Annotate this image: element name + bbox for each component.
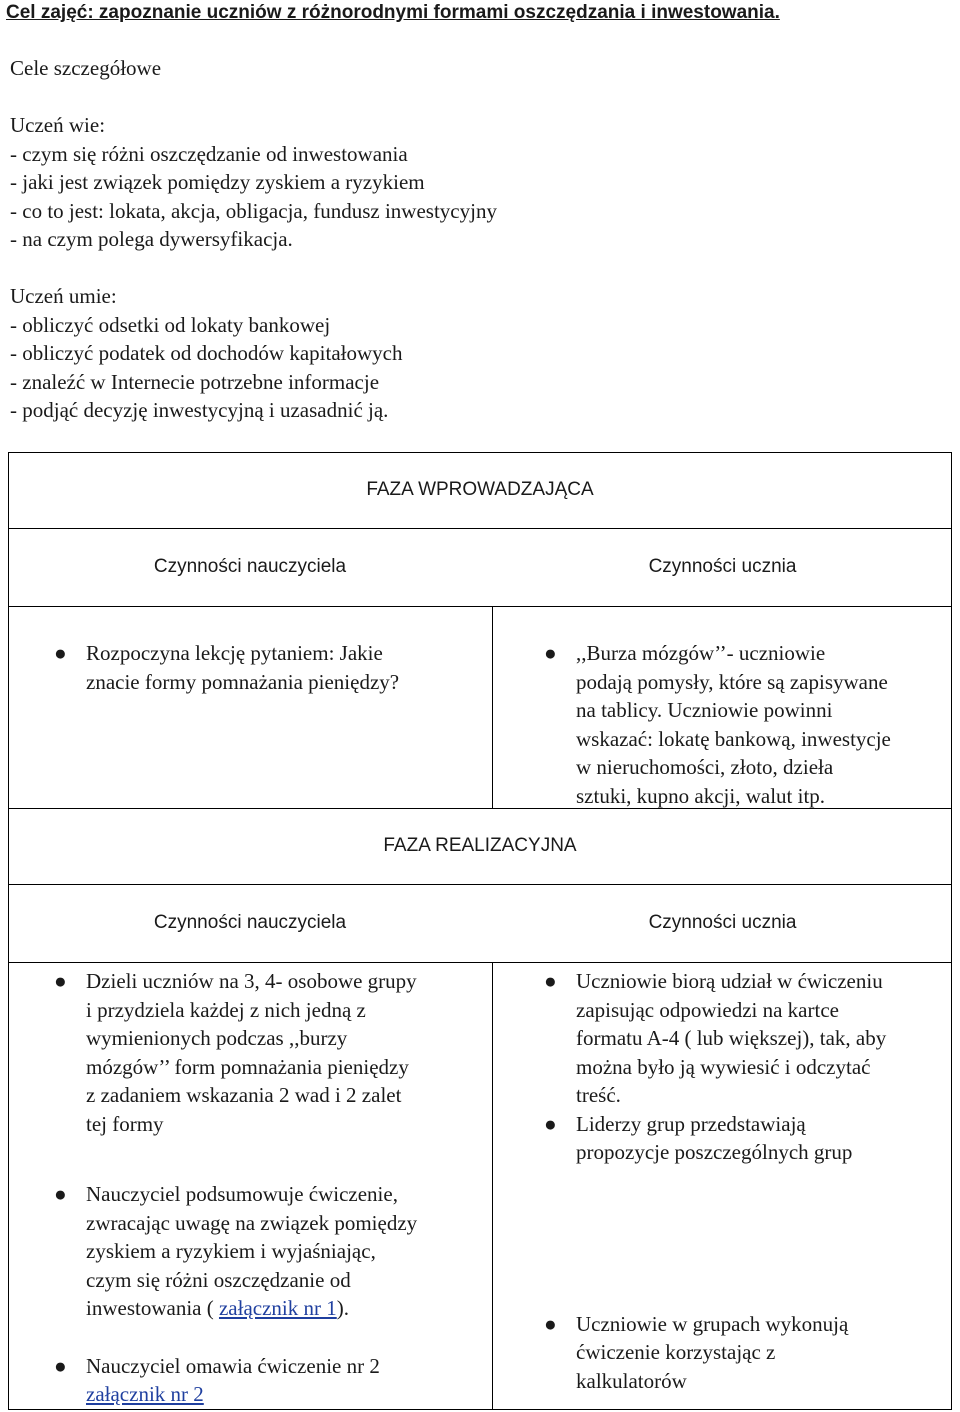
- item-line: zyskiem a ryzykiem i wyjaśniając,: [86, 1239, 376, 1263]
- phase2-teacher-cell: [44, 967, 489, 1409]
- can-item: - obliczyć podatek od dochodów kapitałowych: [10, 341, 403, 365]
- table-border: [492, 606, 493, 808]
- bullet-icon: ●: [544, 641, 557, 665]
- can-item: - podjąć decyzję inwestycyjną i uzasadnić ją.: [10, 398, 389, 422]
- item-line: ,,Burza mózgów’’- uczniowie: [576, 641, 826, 665]
- item-line: propozycje poszczególnych grup: [576, 1140, 853, 1164]
- list-item: [534, 967, 949, 1110]
- item-line: [86, 1294, 489, 1323]
- item-line: treść.: [576, 1083, 621, 1107]
- item-text: inwestowania (: [86, 1296, 219, 1320]
- table-border: [8, 528, 952, 529]
- lesson-goals: [10, 54, 950, 425]
- table-border: [8, 884, 952, 885]
- student-activities-header: Czynności ucznia: [648, 912, 797, 933]
- item-line: kalkulatorów: [576, 1368, 687, 1393]
- knows-item: - jaki jest związek pomiędzy zyskiem a ryzykiem: [10, 170, 425, 194]
- item-line: Rozpoczyna lekcję pytaniem: Jakie: [86, 641, 383, 665]
- item-text: ).: [336, 1296, 349, 1320]
- goals-heading: Cele szczegółowe: [10, 56, 162, 80]
- item-line: można było ją wywiesić i odczytać: [576, 1054, 871, 1079]
- can-item: - znaleźć w Internecie potrzebne informacje: [10, 369, 380, 394]
- knows-heading: Uczeń wie:: [10, 113, 106, 137]
- teacher-activities-header: Czynności nauczyciela: [153, 912, 347, 933]
- item-line: Liderzy grup przedstawiają: [576, 1111, 806, 1136]
- item-line: Dzieli uczniów na 3, 4- osobowe grupy: [86, 969, 417, 993]
- phase-realization-title: FAZA REALIZACYJNA: [383, 835, 577, 856]
- item-line: znacie formy pomnażania pieniędzy?: [86, 669, 400, 694]
- attachment-2-link[interactable]: załącznik nr 2: [86, 1382, 204, 1406]
- table-border: [8, 606, 952, 607]
- item-line: podają pomysły, które są zapisywane: [576, 669, 888, 694]
- list-item: [44, 1180, 489, 1323]
- item-line: sztuki, kupno akcji, walut itp.: [576, 783, 826, 808]
- can-item: - obliczyć odsetki od lokaty bankowej: [10, 312, 331, 337]
- bullet-icon: ●: [544, 1111, 557, 1136]
- item-line: na tablicy. Uczniowie powinni: [576, 698, 833, 722]
- table-border: [8, 452, 952, 453]
- table-border: [492, 962, 493, 1409]
- item-line: tej formy: [86, 1111, 164, 1136]
- list-item: [534, 1310, 949, 1396]
- list-item: [534, 1110, 949, 1167]
- bullet-icon: ●: [54, 969, 67, 993]
- item-line: Uczniowie w grupach wykonują: [576, 1311, 849, 1336]
- item-line: ćwiczenie korzystając z: [576, 1340, 776, 1364]
- knows-item: - co to jest: lokata, akcja, obligacja, fundusz inwestycyjny: [10, 198, 497, 223]
- item-line: Uczniowie biorą udział w ćwiczeniu: [576, 969, 883, 993]
- item-line: i przydziela każdej z nich jedną z: [86, 997, 366, 1022]
- item-line: czym się różni oszczędzanie od: [86, 1267, 351, 1292]
- bullet-icon: ●: [544, 1311, 557, 1336]
- item-line: z zadaniem wskazania 2 wad i 2 zalet: [86, 1083, 402, 1107]
- phase-intro-title: FAZA WPROWADZAJĄCA: [366, 479, 594, 500]
- list-item: [44, 639, 484, 696]
- can-heading: Uczeń umie:: [10, 284, 117, 308]
- item-line: wymienionych podczas ,,burzy: [86, 1026, 348, 1050]
- bullet-icon: ●: [54, 641, 67, 665]
- table-border: [8, 962, 952, 963]
- list-item: [44, 1352, 489, 1409]
- item-line: zapisując odpowiedzi na kartce: [576, 997, 839, 1022]
- item-line: Nauczyciel podsumowuje ćwiczenie,: [86, 1182, 398, 1206]
- knows-item: - czym się różni oszczędzanie od inwestowania: [10, 141, 408, 166]
- item-line: zwracając uwagę na związek pomiędzy: [86, 1210, 418, 1235]
- attachment-1-link[interactable]: załącznik nr 1: [218, 1296, 337, 1320]
- phase1-teacher-cell: [44, 639, 484, 696]
- item-line: formatu A-4 ( lub większej), tak, aby: [576, 1026, 887, 1050]
- knows-item: - na czym polega dywersyfikacja.: [10, 227, 293, 251]
- student-activities-header: Czynności ucznia: [648, 556, 797, 577]
- document-title: Cel zajęć: zapoznanie uczniów z różnorodnymi formami oszczędzania i inwestowania.: [6, 2, 780, 23]
- list-item: [44, 967, 489, 1138]
- teacher-activities-header: Czynności nauczyciela: [153, 556, 347, 577]
- bullet-icon: ●: [54, 1353, 67, 1378]
- phase2-student-cell: [534, 967, 949, 1395]
- item-line: wskazać: lokatę bankową, inwestycje: [576, 726, 891, 751]
- item-line: Nauczyciel omawia ćwiczenie nr 2: [86, 1353, 380, 1378]
- item-line: mózgów’’ form pomnażania pieniędzy: [86, 1054, 409, 1079]
- item-line: w nieruchomości, złoto, dzieła: [576, 755, 834, 779]
- bullet-icon: ●: [544, 969, 557, 993]
- list-item: [534, 639, 949, 810]
- bullet-icon: ●: [54, 1182, 67, 1206]
- phase1-student-cell: [534, 639, 949, 810]
- table-border: [8, 1409, 952, 1410]
